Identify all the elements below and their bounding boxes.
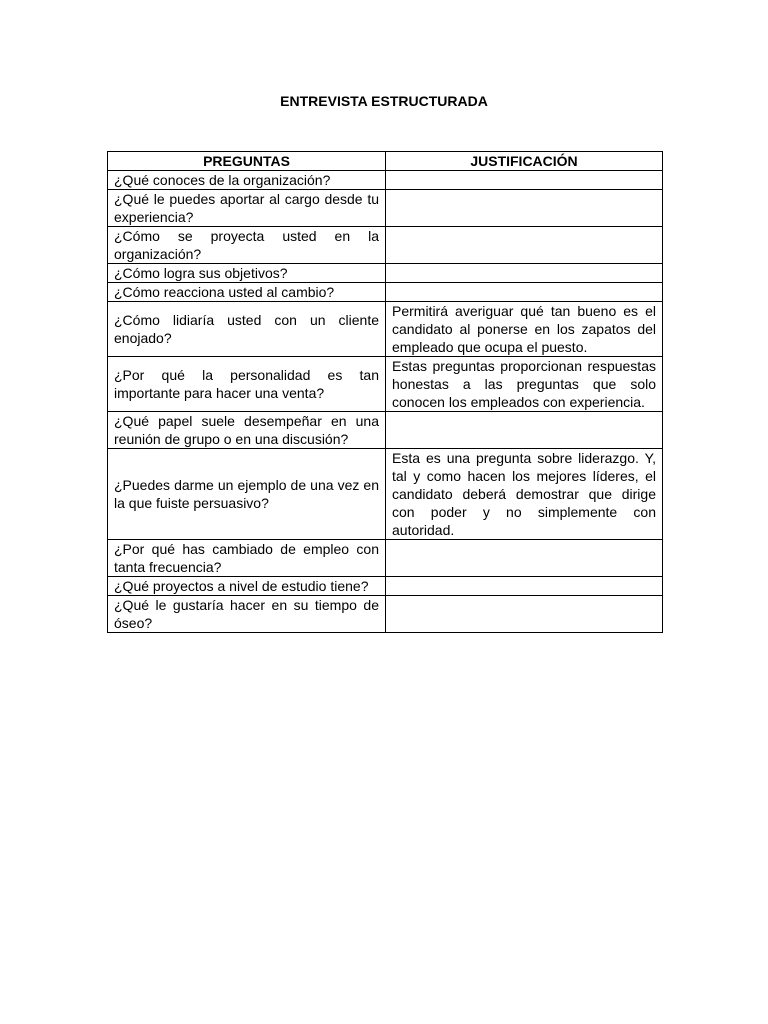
table-row xyxy=(108,190,663,227)
table-row xyxy=(108,283,663,302)
interview-table xyxy=(107,151,663,633)
justification-cell: Permitirá averiguar qué tan bueno es el candidato al ponerse en los zapatos del empleado que ocupa el puesto. xyxy=(386,302,663,357)
table-row xyxy=(108,596,663,633)
question-cell: ¿Qué conoces de la organización? xyxy=(108,171,386,190)
justification-cell xyxy=(386,171,663,190)
table-row xyxy=(108,264,663,283)
table-header-row xyxy=(108,152,663,171)
justification-cell xyxy=(386,190,663,227)
justification-cell xyxy=(386,577,663,596)
table-row xyxy=(108,449,663,540)
justification-cell xyxy=(386,540,663,577)
justification-cell xyxy=(386,596,663,633)
question-cell: ¿Cómo reacciona usted al cambio? xyxy=(108,283,386,302)
page-title: ENTREVISTA ESTRUCTURADA xyxy=(280,93,488,109)
question-cell: ¿Qué papel suele desempeñar en una reunión de grupo o en una discusión? xyxy=(108,412,386,449)
justification-cell xyxy=(386,412,663,449)
justification-cell: Estas preguntas proporcionan respuestas honestas a las preguntas que solo conocen los empleados con experiencia. xyxy=(386,357,663,412)
justification-cell xyxy=(386,264,663,283)
question-cell: ¿Puedes darme un ejemplo de una vez en la que fuiste persuasivo? xyxy=(108,449,386,540)
question-cell: ¿Qué le puedes aportar al cargo desde tu experiencia? xyxy=(108,190,386,227)
justification-cell xyxy=(386,283,663,302)
column-header-justificacion: JUSTIFICACIÓN xyxy=(386,152,663,171)
justification-cell xyxy=(386,227,663,264)
question-cell: ¿Qué proyectos a nivel de estudio tiene? xyxy=(108,577,386,596)
column-header-preguntas: PREGUNTAS xyxy=(108,152,386,171)
table-row xyxy=(108,227,663,264)
table-row xyxy=(108,412,663,449)
table-row xyxy=(108,357,663,412)
question-cell: ¿Por qué la personalidad es tan importante para hacer una venta? xyxy=(108,357,386,412)
question-cell: ¿Cómo se proyecta usted en la organización? xyxy=(108,227,386,264)
table-row xyxy=(108,577,663,596)
question-cell: ¿Cómo logra sus objetivos? xyxy=(108,264,386,283)
table-row xyxy=(108,171,663,190)
table-row xyxy=(108,302,663,357)
justification-cell: Esta es una pregunta sobre liderazgo. Y, tal y como hacen los mejores líderes, el candidato deberá demostrar que dirige con poder y no simplemente con autoridad. xyxy=(386,449,663,540)
question-cell: ¿Por qué has cambiado de empleo con tanta frecuencia? xyxy=(108,540,386,577)
question-cell: ¿Qué le gustaría hacer en su tiempo de óseo? xyxy=(108,596,386,633)
question-cell: ¿Cómo lidiaría usted con un cliente enojado? xyxy=(108,302,386,357)
table-row xyxy=(108,540,663,577)
